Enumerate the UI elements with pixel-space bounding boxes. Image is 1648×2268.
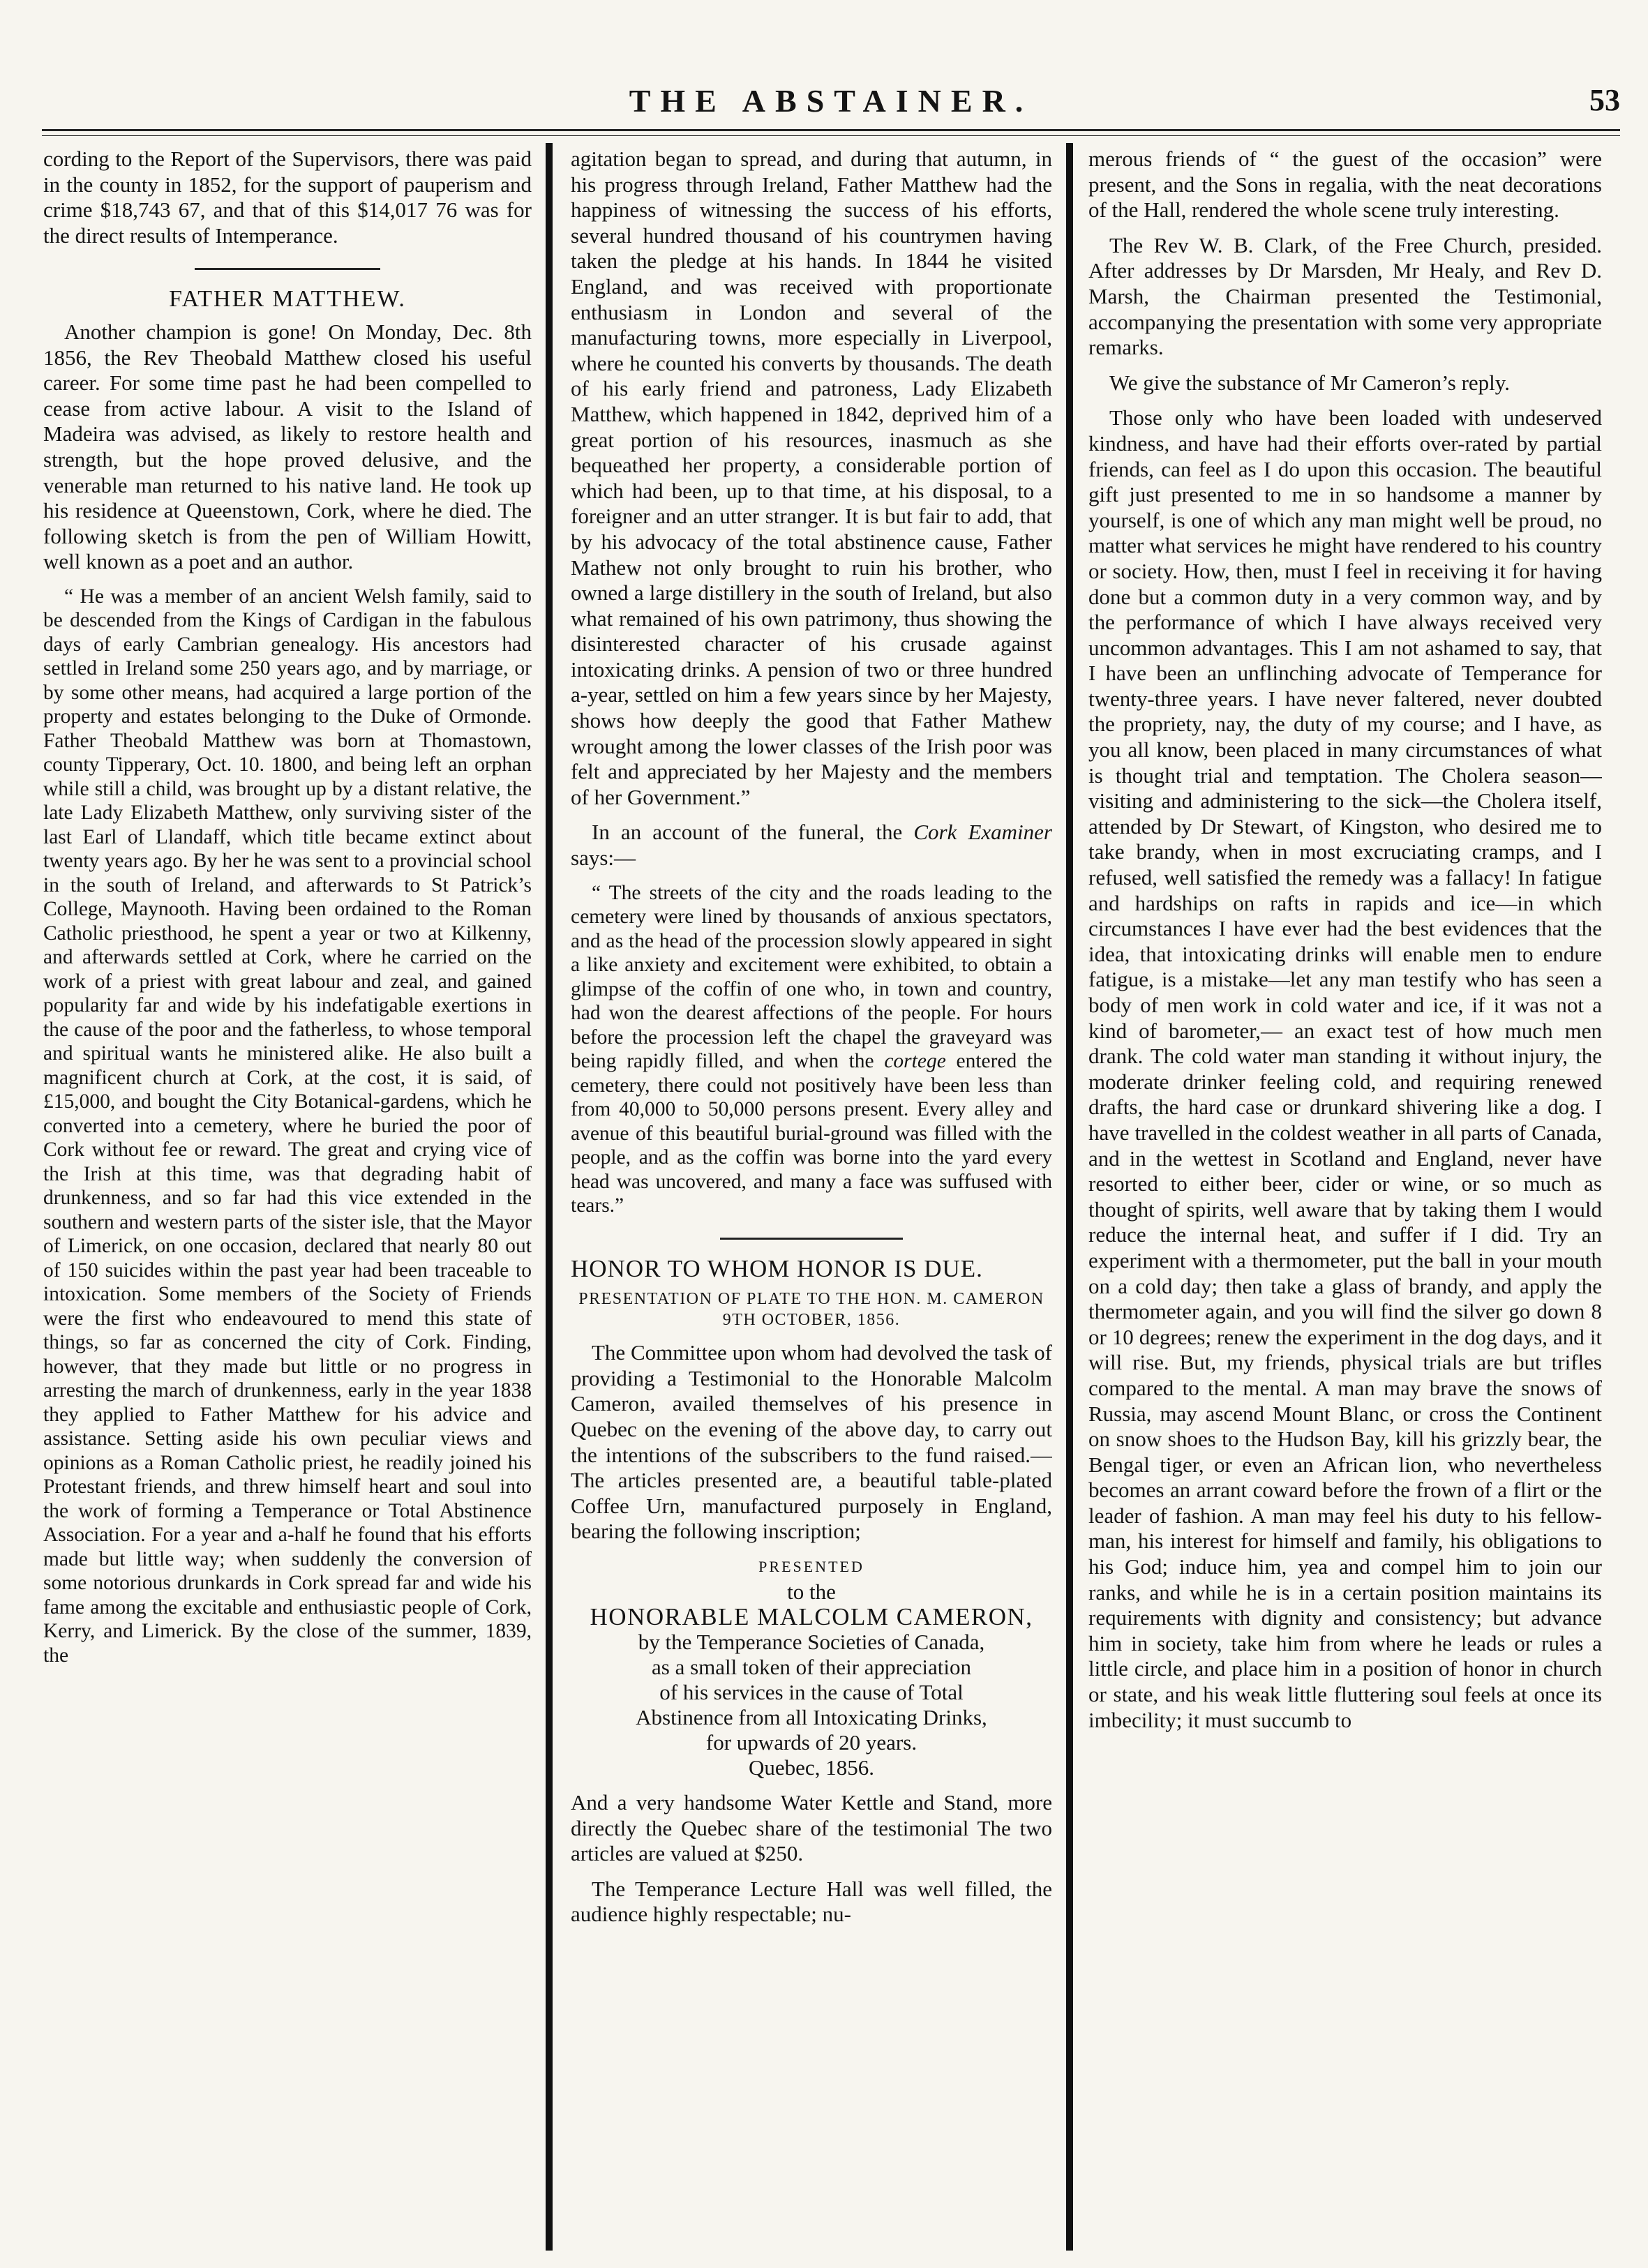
inscription-line: as a small token of their appreciation — [652, 1654, 971, 1679]
speech-paragraph: Those only who have been loaded with undeserved kindness, and have had their efforts over-rated by partial friends, can feel as I do upon this occasion. The beautiful gift just presented to me in so handsome a manner by yourself, is one of which any man might well be proud, no matter what services he might have rendered to his country or society. How, then, must I feel in receiving it for having done but a common duty in a very common way, and by the performance of which I have always received very uncommon advantages. This I am not ashamed to say, that I have been an unflinching advocate of Temperance for twenty-three years. I have never faltered, never doubted the propriety, nay, the duty of my course; and I have, as you all know, been placed in many circumstances of what is thought trial and temptation. The Cholera season—visiting and administering to the sick—the Cholera itself, attended by Dr Stewart, of Kingston, who desired me to take brandy, when in most excruciating cramps, and I refused, well satisfied the remedy was a fallacy! In fatigue and hardships on rafts in rapids and ice—in which circumstances I have ever had the best evidences that the idea, that intoxicating drinks will enable men to endure fatigue, is a mistake—let any man testify who has seen a body of men work in cold water and ice, if it was not a kind of barometer,— an exact test of how much men drank. The cold water man standing it without injury, the moderate drinker feeling cold, and requiring renewed drafts, the hard case or drunkard shivering like a dog. I have travelled in the coldest weather in all parts of Canada, and in the wettest in Scotland and England, never have resorted to either beer, cider or wine, or so much as thought of spirits, well aware that by taking them I would reduce the internal heat, and suffer if I did. Try an experiment with a thermometer, put the ball in your mouth on a cold day; then take a glass of brandy, and apply the thermometer again, and you will find the silver go down 8 or 10 degrees; renew the experiment in the dog days, and it will rise. But, my friends, physical trials are but trifles compared to the mental. A man may brave the snows of Russia, may ascend Mount Blanc, or cross the Continent on snow shoes to the Hudson Bay, kill his grizzly bear, the Bengal tiger, or even an African lion, who nevertheless becomes an arrant coward before the frown of a flirt or the leader of fashion. A man may feel his duty to his fellow-man, his interest for himself and family, his obligations to his God; induce him, yea and compel him to join our ranks, and while he is in a certain position maintains its requirements with dignity and consistency; but advance him in society, take him from where he leads or rules a little circle, and place him in a position of honor in church or state, and his weak little fluttering soul feels at once its imbecility; it must succumb to — [1088, 405, 1602, 1732]
inscription-line: Quebec, 1856. — [749, 1755, 874, 1780]
paragraph: agitation began to spread, and during that autumn, in his progress through Ireland, Father Matthew had the happiness of witnessing the success of his efforts, several hundred thousand of his countrymen having taken the pledge at his hands. In 1844 he visited England, and was received with proportionate enthusiasm in London and several of the manufacturing towns, more especially in Liverpool, where he counted his converts by thousands. The death of his early friend and patroness, Lady Elizabeth Matthew, which happened in 1842, deprived him of a great portion of his resources, inasmuch as she bequeathed her property, a considerable portion of which had been, up to that time, at his disposal, to a foreigner and an utter stranger. It is but fair to add, that by his advocacy of the total abstinence cause, Father Mathew not only brought to ruin his brother, who owned a large distillery in the south of Ireland, but also what remained of his own patrimony, thus showing the disinterested character of his crusade against intoxicating drinks. A pension of two or three hundred a-year, settled on him a few years since by her Majesty, shows how deeply the good that Father Mathew wrought among the lower classes of the Irish poor was felt and appreciated by her Majesty and the members of her Government.” — [571, 147, 1052, 809]
paragraph: The Committee upon whom had devolved the task of providing a Testimonial to the Honorable Malcolm Cameron, availed themselves of his presence in Quebec on the evening of the above day, to carry out the intentions of the subscribers to the fund raised.— The articles presented are, a beautiful table-plated Coffee Urn, manufactured purposely in England, bearing the following inscription; — [571, 1340, 1052, 1544]
paragraph: The Rev W. B. Clark, of the Free Church, presided. After addresses by Dr Marsden, Mr Healy, and Rev D. Marsh, the Chairman presented the Testimonial, accompanying the presentation with some very appropriate remarks. — [1088, 232, 1602, 360]
running-head — [42, 82, 1620, 124]
column-2 — [571, 147, 1052, 2251]
text: In an account of the funeral, the — [592, 820, 914, 845]
page-number: 53 — [1589, 83, 1620, 117]
text: “ The streets of the city and the roads leading to the cemetery were lined by thousands of anxious spectators, and as the head of the procession slowly appeared in sight a like anxiety and excitement were exhibited, to obtain a glimpse of the coffin of one who, in town and country, had won the dearest affections of the people. For hours before the procession left the chapel the graveyard was being rapidly filled, and when the — [571, 881, 1052, 1073]
inscription-line: for upwards of 20 years. — [705, 1729, 917, 1755]
article-heading-honor: HONOR TO WHOM HONOR IS DUE. — [571, 1254, 983, 1282]
paragraph: And a very handsome Water Kettle and Stand, more directly the Quebec share of the testimonial The two articles are valued at $250. — [571, 1789, 1052, 1866]
inscription-block — [571, 1554, 1052, 1780]
inscription-line: PRESENTED — [758, 1557, 864, 1575]
article-heading-father-matthew: FATHER MATTHEW. — [169, 286, 406, 313]
column-3 — [1088, 147, 1602, 2251]
newspaper-name: Cork Examiner — [913, 820, 1052, 845]
paragraph: Another champion is gone! On Monday, Dec. 8th 1856, the Rev Theobald Matthew closed his useful career. For some time past he had been compelled to cease from active labour. A visit to the Island of Madeira was advised, as likely to restore health and strength, but the hope proved delusive, and the venerable man returned to his native land. He took up his residence at Queenstown, Cork, where he died. The following sketch is from the pen of William Howitt, well known as a poet and an author. — [43, 319, 532, 574]
inscription-line: Abstinence from all Intoxicating Drinks, — [636, 1704, 987, 1729]
text: says:— — [571, 846, 636, 871]
italic-word: cortege — [884, 1050, 946, 1073]
inscription-name: HONORABLE MALCOLM CAMERON, — [590, 1602, 1033, 1630]
inscription-line: to the — [787, 1579, 836, 1604]
inscription-line: by the Temperance Societies of Canada, — [638, 1629, 985, 1654]
article-continuation: cording to the Report of the Supervisors, there was paid in the county in 1852, for the support of pauperism and crime $18,743 67, and that of this $14,017 76 was for the direct results of Intemperance. — [43, 147, 532, 248]
text: entered the cemetery, there could not positively have been less than from 40,000 to 50,000 persons present. Every alley and avenue of this beautiful burial-ground was filled with the people, and as the coffin was borne into the yard every head was uncovered, and many a face was suffused with tears.” — [571, 1050, 1052, 1217]
quoted-sketch: “ He was a member of an ancient Welsh family, said to be descended from the Kings of Cardigan in the fabulous days of early Cambrian genealogy. His ancestors had settled in Ireland some 250 years ago, and by marriage, or by some other means, had acquired a large portion of the property and estates belonging to the Duke of Ormonde. Father Theobald Matthew was born at Thomastown, county Tipperary, Oct. 10. 1800, and being left an orphan while still a child, was brought up by a distant relative, the late Lady Elizabeth Matthew, only surviving sister of the last Earl of Llandaff, which title became extinct about twenty years ago. By her he was sent to a provincial school in the south of Ireland, and afterwards to St Patrick’s College, Maynooth. Having been ordained to the Roman Catholic priesthood, he spent a year or two at Kilkenny, and afterwards settled at Cork, where he carried on the work of a priest with great labour and zeal, and gained popularity far and wide by his indefatigable exertions in the cause of the poor and the fatherless, to whose temporal and spiritual wants he ministered alike. He also built a magnificent church at Cork, at the cost, it is said, of £15,000, and bought the City Botanical-gardens, which he converted into a cemetery, where he buried the poor of Cork without fee or reward. The great and crying vice of the Irish at this time, was that degrading habit of drunkenness, and so far had this vice extended in the southern and western parts of the sister isle, that the Mayor of Limerick, on one occasion, declared that nearly 80 out of 150 suicides within the past year had been traceable to intoxication. Some members of the Society of Friends were the first who endeavoured to mend this state of things, so far as concerned the city of Cork. Finding, however, that they made but little or no progress in arresting the march of drunkenness, early in the year 1838 they applied to Father Matthew for his advice and assistance. Setting aside his own peculiar views and opinions as a Roman Catholic priest, he readily joined his Protestant friends, and threw himself heart and soul into the work of forming a Temperance or Total Abstinence Association. For a year and a-half he found that his efforts made but little way; when suddenly the conversion of some notorious drunkards in Cork spread far and wide his fame among the excitable and enthusiastic people of Cork, Kerry, and Limerick. By the close of the summer, 1839, the — [43, 585, 532, 1667]
paragraph: The Temperance Lecture Hall was well filled, the audience highly respectable; nu- — [571, 1876, 1052, 1927]
inscription-line: of his services in the cause of Total — [659, 1679, 964, 1704]
funeral-quote — [571, 881, 1052, 1218]
paragraph: We give the substance of Mr Cameron’s reply. — [1109, 370, 1510, 395]
paragraph: merous friends of “ the guest of the occasion” were present, and the Sons in regalia, with the neat decorations of the Hall, rendered the whole scene truly interesting. — [1088, 147, 1602, 223]
page-title: THE ABSTAINER. — [629, 83, 1033, 119]
column-1 — [43, 147, 532, 2251]
column-rule-left — [546, 143, 553, 2251]
section-divider — [720, 1238, 903, 1240]
article-subheading: PRESENTATION OF PLATE TO THE HON. M. CAMERON 9TH OCTOBER, 1856. — [578, 1290, 1044, 1330]
paragraph-funeral-intro — [571, 820, 1052, 871]
section-divider — [195, 268, 380, 270]
column-rule-right — [1066, 143, 1073, 2251]
header-rule-thin — [42, 135, 1620, 136]
header-rule — [42, 129, 1620, 131]
